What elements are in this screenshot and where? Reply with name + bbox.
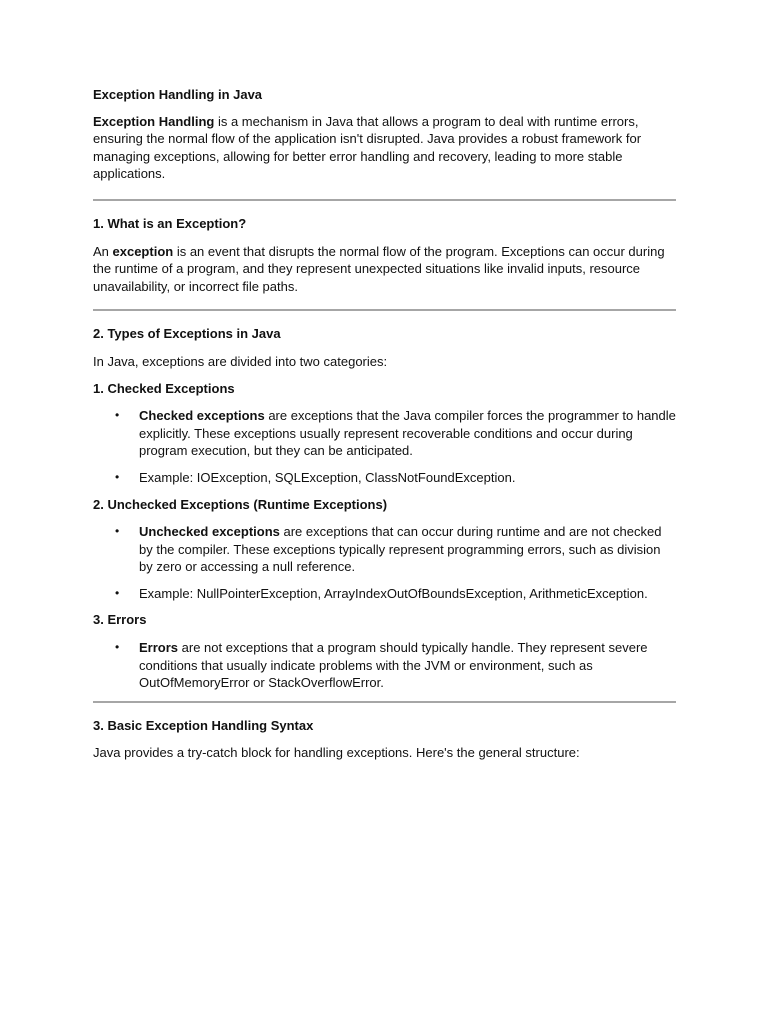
section-heading-what-is-exception: 1. What is an Exception? xyxy=(93,215,247,231)
bullet-icon: • xyxy=(115,585,120,600)
section-divider xyxy=(93,309,676,311)
section-divider xyxy=(93,701,676,703)
bullet-icon: • xyxy=(115,640,120,655)
checked-example: Example: IOException, SQLException, ClassNotFoundException. xyxy=(139,469,516,485)
exception-term: exception xyxy=(112,243,174,259)
errors-text: are not exceptions that a program should typically handle. They represent severe conditions that usually indicate problems with the JVM or environment, such as OutOfMemoryError or StackOverflowError. xyxy=(139,640,648,691)
subheading-unchecked: 2. Unchecked Exceptions (Runtime Exceptions) xyxy=(93,496,388,512)
bullet-icon: • xyxy=(115,469,120,484)
unchecked-text: are exceptions that can occur during runtime and are not checked by the compiler. These exceptions typically represent programming errors, such as division by zero or accessing a null reference. xyxy=(139,524,662,575)
list-item xyxy=(93,585,676,603)
subheading-errors: 3. Errors xyxy=(93,612,147,628)
intro-term: Exception Handling xyxy=(93,113,215,129)
list-item xyxy=(93,407,676,460)
what-is-exception-paragraph xyxy=(93,243,676,296)
document-title: Exception Handling in Java xyxy=(93,87,263,102)
intro-paragraph xyxy=(93,113,676,183)
bullet-icon: • xyxy=(115,408,120,423)
what-is-exception-text: is an event that disrupts the normal flow of the program. Exceptions can occur during the runtime of a program, and they represent unexpected situations like invalid inputs, resource unavailability, or incorrect file paths. xyxy=(93,243,665,294)
checked-text: are exceptions that the Java compiler forces the programmer to handle explicitly. These exceptions usually represent recoverable conditions and occur during program execution, but they can be anticipated. xyxy=(139,408,676,459)
errors-list xyxy=(93,639,676,692)
checked-list xyxy=(93,407,676,486)
bullet-icon: • xyxy=(115,524,120,539)
what-is-exception-pre: An xyxy=(93,243,113,259)
unchecked-example: Example: NullPointerException, ArrayIndexOutOfBoundsException, ArithmeticException. xyxy=(139,585,648,601)
section-divider xyxy=(93,199,676,201)
syntax-paragraph: Java provides a try-catch block for handling exceptions. Here's the general structure: xyxy=(93,745,580,761)
subheading-checked: 1. Checked Exceptions xyxy=(93,380,235,396)
list-item xyxy=(93,523,676,576)
types-lead: In Java, exceptions are divided into two categories: xyxy=(93,353,388,369)
unchecked-list xyxy=(93,523,676,602)
list-item xyxy=(93,469,676,487)
list-item xyxy=(93,639,676,692)
section-heading-types: 2. Types of Exceptions in Java xyxy=(93,326,281,342)
section-heading-syntax: 3. Basic Exception Handling Syntax xyxy=(93,717,314,733)
unchecked-term: Unchecked exceptions xyxy=(139,524,280,540)
errors-term: Errors xyxy=(139,640,179,656)
intro-text: is a mechanism in Java that allows a program to deal with runtime errors, ensuring the normal flow of the application isn't disrupted. Java provides a robust framework for managing exceptions, allowing for better error handling and recovery, leading to more stable applications. xyxy=(93,113,642,182)
checked-term: Checked exceptions xyxy=(139,408,265,424)
